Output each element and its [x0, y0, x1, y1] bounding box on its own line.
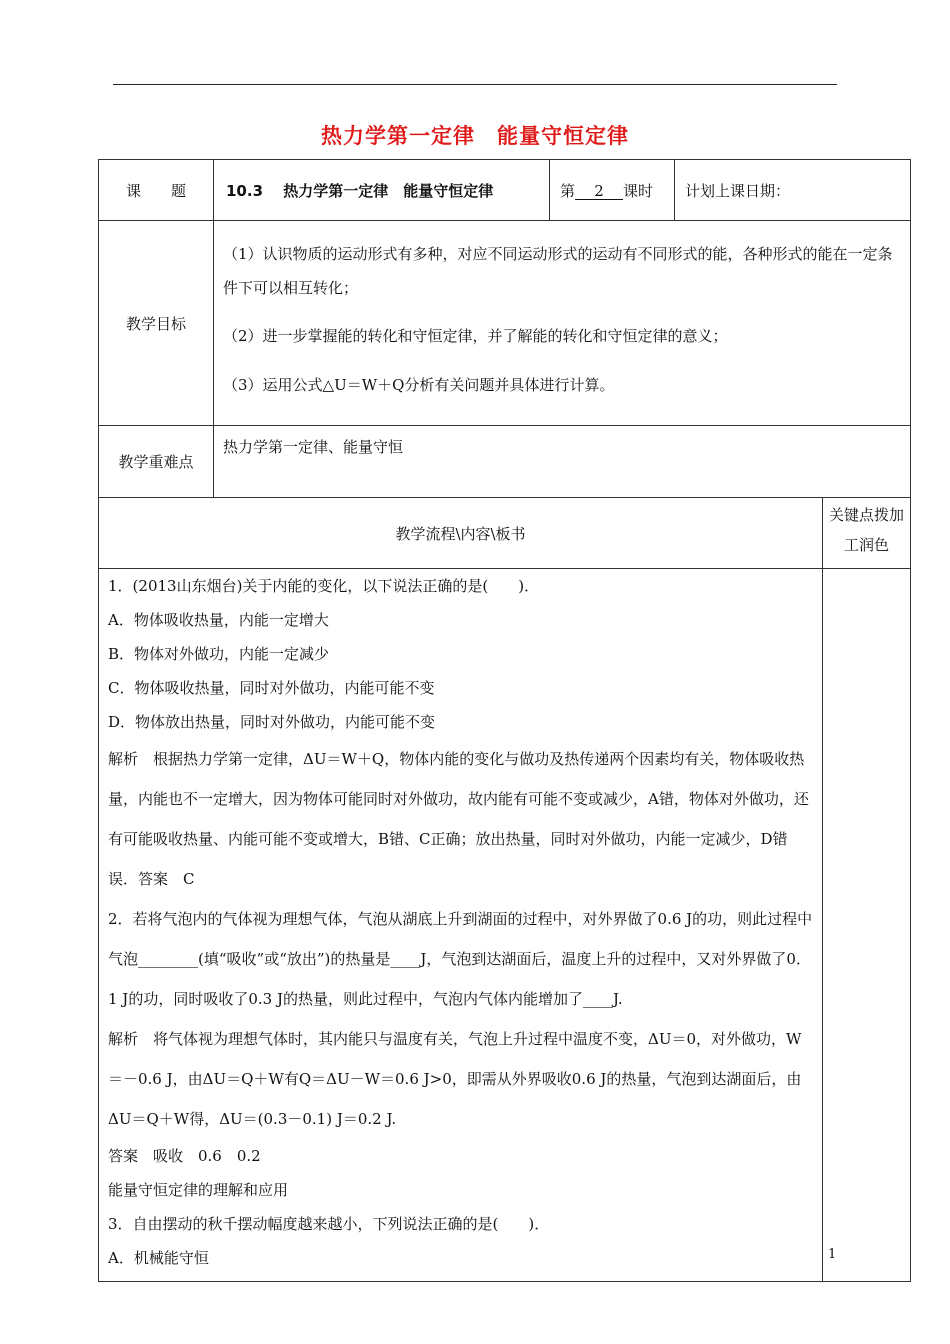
lesson-title: 10.3 热力学第一定律 能量守恒定律: [226, 181, 494, 200]
lesson-title-cell: [214, 160, 550, 221]
period-cell: [550, 160, 675, 221]
objectives-label: 教学目标: [125, 314, 186, 333]
objectives-cell: [214, 221, 911, 426]
period-suffix: 课时: [623, 181, 654, 200]
question-3-option-a: A．机械能守恒: [108, 1249, 209, 1267]
flow-heading-cell: [99, 498, 823, 569]
header-row: [99, 160, 911, 221]
period-prefix: 第: [560, 181, 576, 200]
side-notes-cell: [823, 569, 911, 1282]
key-points-label-cell: [99, 426, 214, 498]
header-rule: [113, 84, 837, 85]
subject-label: 课 题: [125, 181, 186, 200]
question-1-option-b: B．物体对外做功，内能一定减少: [108, 645, 330, 663]
question-2-answer: 答案 吸收 0.6 0.2: [108, 1147, 261, 1165]
side-heading: 关键点拨加工润色: [829, 506, 905, 554]
objectives-label-cell: [99, 221, 214, 426]
key-points-row: [99, 426, 911, 498]
question-1-option-d: D．物体放出热量，同时对外做功，内能可能不变: [108, 713, 436, 731]
section-heading: 能量守恒定律的理解和应用: [108, 1181, 289, 1199]
key-points-label: 教学重难点: [118, 453, 194, 471]
question-1: 1．(2013山东烟台)关于内能的变化，以下说法正确的是( )．: [108, 577, 540, 595]
flow-heading: 教学流程\内容\板书: [395, 524, 526, 543]
question-3: 3．自由摆动的秋千摆动幅度越来越小，下列说法正确的是( )．: [108, 1215, 550, 1233]
date-cell: [675, 160, 911, 221]
question-1-option-c: C．物体吸收热量，同时对外做功，内能可能不变: [108, 679, 435, 697]
question-2: 2．若将气泡内的气体视为理想气体，气泡从湖底上升到湖面的过程中，对外界做了0.6 J的功，则此过程中气泡________(填“吸收”或“放出”)的热量是____J，气泡到达湖面后，温度上升的过程中，又对外界做了0．1 J的功，同时吸收了0.3 J的热量，则此过程中，气泡内气体内能增加了____J.: [108, 910, 813, 1008]
objective-item: （3）运用公式△U＝W＋Q分析有关问题并具体进行计算。: [223, 375, 615, 394]
subject-label-cell: [99, 160, 214, 221]
flow-heading-row: [99, 498, 911, 569]
key-points-text: 热力学第一定律、能量守恒: [223, 438, 404, 456]
content-cell: [99, 569, 823, 1282]
page-number: 1: [828, 1247, 837, 1262]
side-heading-cell: [823, 498, 911, 569]
objectives-row: [99, 221, 911, 426]
date-label: 计划上课日期：: [685, 181, 791, 200]
key-points-cell: [214, 426, 911, 498]
page-title: 热力学第一定律 能量守恒定律: [321, 124, 629, 148]
objective-item: （2）进一步掌握能的转化和守恒定律，并了解能的转化和守恒定律的意义；: [223, 327, 728, 345]
question-1-option-a: A．物体吸收热量，内能一定增大: [108, 611, 329, 629]
period-value: 2: [575, 183, 623, 200]
objective-item: （1）认识物质的运动形式有多种，对应不同运动形式的运动有不同形式的能，各种形式的能在一定条件下可以相互转化；: [223, 245, 893, 297]
question-1-analysis: 解析 根据热力学第一定律，ΔU＝W＋Q，物体内能的变化与做功及热传递两个因素均有关，物体吸收热量，内能也不一定增大，因为物体可能同时对外做功，故内能有可能不变或减少，A错，物体对外做功，还有可能吸收热量、内能可能不变或增大，B错、C正确；放出热量，同时对外做功，内能一定减少，D错误．答案 C: [108, 750, 809, 888]
content-row: [99, 569, 911, 1282]
lesson-plan-table: [98, 159, 911, 1282]
question-2-analysis: 解析 将气体视为理想气体时，其内能只与温度有关，气泡上升过程中温度不变，ΔU＝0，对外做功，W＝－0.6 J，由ΔU＝Q＋W有Q＝ΔU－W＝0.6 J>0，即需从外界吸收0.6 J的热量，气泡到达湖面后，由ΔU＝Q＋W得，ΔU＝(0.3－0.1) J＝0.2 J.: [108, 1030, 802, 1128]
